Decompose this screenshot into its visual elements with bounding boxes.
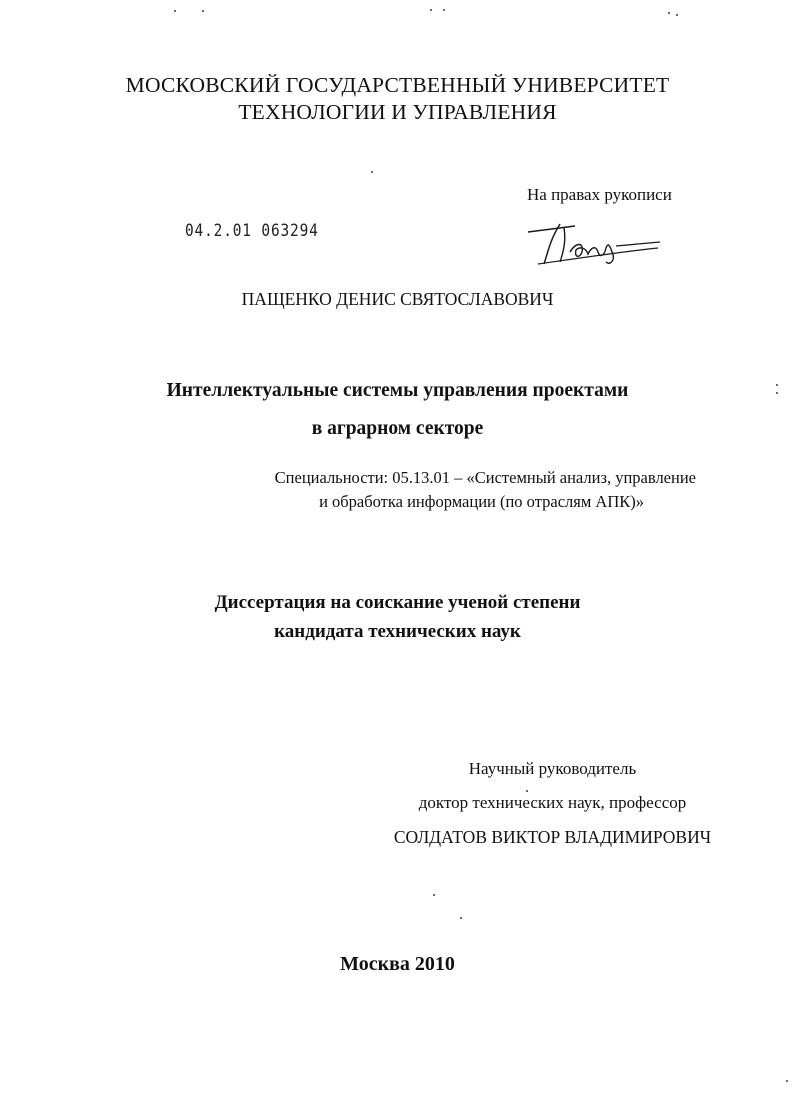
scan-speck xyxy=(443,9,445,11)
scan-speck xyxy=(776,392,778,394)
supervisor-name: СОЛДАТОВ ВИКТОР ВЛАДИМИРОВИЧ xyxy=(393,827,712,847)
dissertation-title-line1: Интеллектуальные системы управления проектами xyxy=(166,380,629,401)
city-year: Москва 2010 xyxy=(340,953,455,975)
supervisor-rank: доктор технических наук, профессор xyxy=(418,793,687,812)
registration-stamp: 04.2.01 063294 xyxy=(185,221,319,241)
university-name-line1: МОСКОВСКИЙ ГОСУДАРСТВЕННЫЙ УНИВЕРСИТЕТ xyxy=(125,73,670,97)
scan-speck xyxy=(202,10,204,12)
university-name xyxy=(0,72,795,126)
specialty xyxy=(214,466,696,514)
dissertation-title-line2: в аграрном секторе xyxy=(311,418,484,439)
degree-line1: Диссертация на соискание ученой степени xyxy=(214,592,581,613)
author-name: ПАЩЕНКО ДЕНИС СВЯТОСЛАВОВИЧ xyxy=(241,289,554,309)
scan-speck xyxy=(526,790,528,792)
degree-statement xyxy=(0,588,795,646)
scan-speck xyxy=(668,12,670,14)
dissertation-title xyxy=(0,372,795,448)
scan-speck xyxy=(460,917,462,919)
scan-speck xyxy=(174,10,176,12)
scan-speck xyxy=(776,384,778,386)
author-signature xyxy=(520,212,670,272)
scan-speck xyxy=(433,894,435,896)
scan-speck xyxy=(786,1080,788,1082)
specialty-line2: и обработка информации (по отраслям АПК)» xyxy=(319,492,644,511)
university-name-line2: ТЕХНОЛОГИИ И УПРАВЛЕНИЯ xyxy=(238,100,557,124)
manuscript-rights-note: На правах рукописи xyxy=(527,185,672,204)
scan-speck xyxy=(371,171,373,173)
specialty-line1: Специальности: 05.13.01 – «Системный анализ, управление xyxy=(274,468,696,487)
supervisor-block xyxy=(380,752,725,854)
scan-speck xyxy=(676,14,678,16)
scan-speck xyxy=(430,9,432,11)
supervisor-role: Научный руководитель xyxy=(468,759,637,778)
degree-line2: кандидата технических наук xyxy=(274,621,521,642)
